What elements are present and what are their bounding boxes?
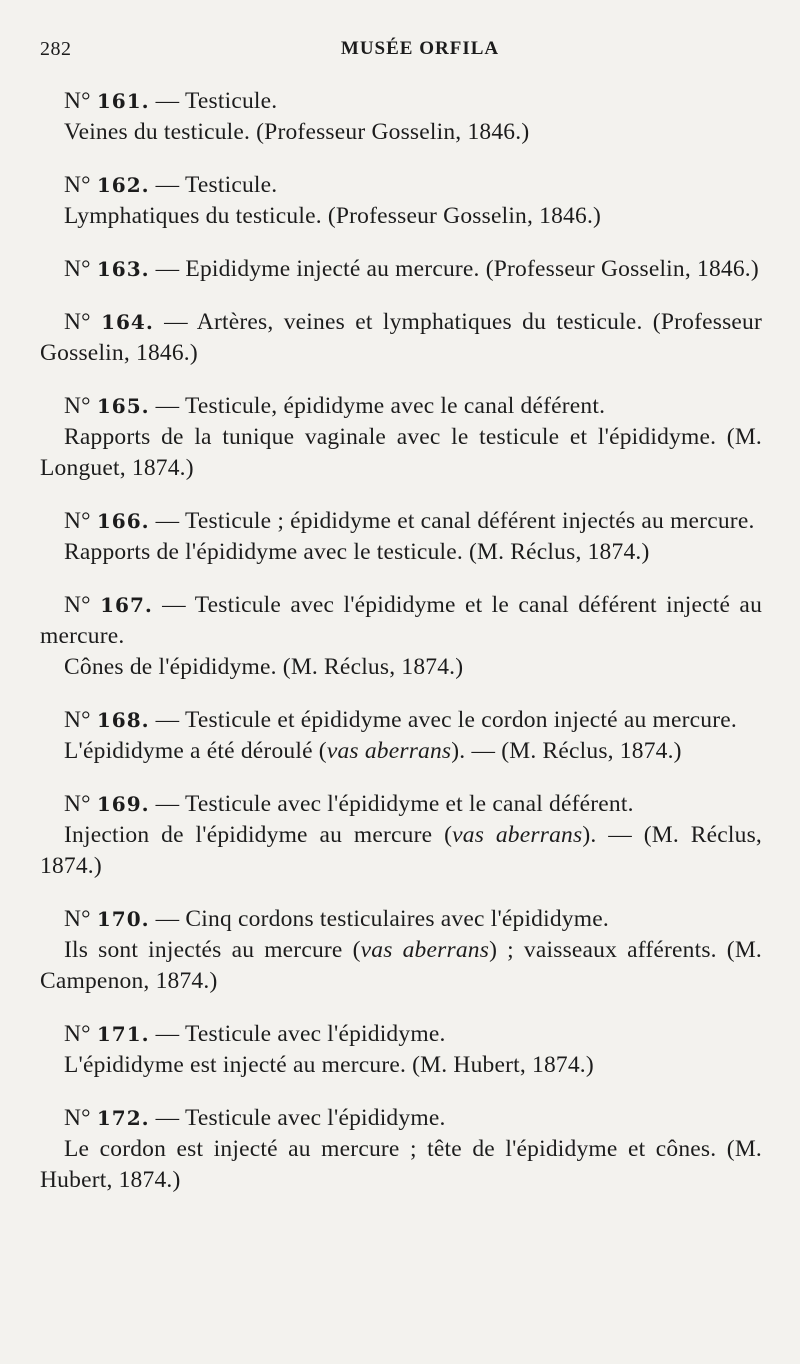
catalog-entry: [40, 1019, 762, 1081]
entry-heading: [40, 170, 762, 201]
description-text: ). — (M. Réclus, 1874.): [40, 822, 762, 879]
catalog-entry: [40, 705, 762, 767]
entry-title: — Testicule avec l'épididyme.: [155, 1021, 446, 1047]
entry-no-prefix: N°: [64, 172, 91, 198]
entry-title: — Testicule ; épididyme et canal déférent injectés au mercure.: [155, 508, 755, 534]
entry-no-prefix: N°: [64, 309, 91, 335]
latin-term: vas aberrans: [452, 822, 583, 848]
entry-title: — Epididyme injecté au mercure. (Professeur Gosselin, 1846.): [155, 256, 759, 282]
entry-number: 168.: [96, 708, 150, 732]
latin-term: vas aberrans: [360, 937, 490, 963]
entry-description: Lymphatiques du testicule. (Professeur Gosselin, 1846.): [64, 203, 602, 229]
catalog-entry: [40, 590, 762, 683]
entry-no-prefix: N°: [64, 393, 91, 419]
description-text: Ils sont injectés au mercure (: [64, 937, 361, 963]
entry-title: — Testicule avec l'épididyme et le canal déférent injecté au mercure.: [40, 592, 763, 649]
page-header: [40, 38, 760, 68]
catalog-entry: [40, 391, 762, 484]
entry-heading: [40, 391, 762, 422]
catalog-entries: [40, 86, 762, 1218]
entry-title: — Testicule avec l'épididyme et le canal déférent.: [155, 791, 634, 817]
entry-number: 166.: [96, 509, 150, 533]
catalog-entry: [40, 1103, 762, 1196]
catalog-entry: [40, 86, 762, 148]
catalog-entry: [40, 904, 762, 997]
entry-no-prefix: N°: [64, 592, 91, 618]
entry-no-prefix: N°: [64, 1021, 91, 1047]
entry-no-prefix: N°: [64, 88, 91, 114]
entry-description: Rapports de la tunique vaginale avec le testicule et l'épididyme. (M. Longuet, 1874.): [40, 424, 762, 481]
catalog-entry: [40, 789, 762, 882]
entry-number: 162.: [96, 173, 150, 197]
entry-heading: [40, 1103, 762, 1134]
entry-title: — Testicule.: [155, 172, 278, 198]
entry-title: — Testicule et épididyme avec le cordon injecté au mercure.: [155, 707, 737, 733]
entry-title: — Testicule avec l'épididyme.: [155, 1105, 446, 1131]
latin-term: vas aberrans: [326, 738, 452, 764]
entry-description: Le cordon est injecté au mercure ; tête de l'épididyme et cônes. (M. Hubert, 1874.): [40, 1136, 762, 1193]
catalog-entry: [40, 307, 762, 369]
catalog-entry: [40, 254, 762, 285]
entry-number: 169.: [96, 792, 150, 816]
entry-heading: [40, 307, 762, 369]
running-title: MUSÉE ORFILA: [340, 38, 500, 59]
entry-description: L'épididyme est injecté au mercure. (M. Hubert, 1874.): [64, 1052, 594, 1078]
entry-no-prefix: N°: [64, 707, 91, 733]
entry-description: [40, 820, 762, 882]
entry-heading: [40, 1019, 762, 1050]
entry-number: 172.: [96, 1106, 150, 1130]
entry-number: 167.: [100, 593, 153, 617]
description-text: L'épididyme a été déroulé (: [64, 738, 327, 764]
entry-no-prefix: N°: [64, 791, 91, 817]
description-text: ) ; vaisseaux afférents. (M. Campenon, 1874.): [40, 937, 762, 994]
entry-heading: [40, 506, 762, 537]
entry-no-prefix: N°: [64, 1105, 91, 1131]
entry-description: [40, 935, 762, 997]
entry-heading: [40, 904, 762, 935]
entry-no-prefix: N°: [64, 256, 91, 282]
page-number: 282: [40, 38, 72, 60]
entry-title: — Testicule.: [155, 88, 278, 114]
entry-no-prefix: N°: [64, 508, 91, 534]
entry-heading: [40, 705, 762, 736]
entry-number: 170.: [96, 907, 150, 931]
entry-heading: [40, 254, 762, 285]
entry-heading: [40, 590, 762, 652]
catalog-entry: [40, 170, 762, 232]
entry-description: [40, 736, 762, 767]
entry-description: Veines du testicule. (Professeur Gosselin, 1846.): [64, 119, 530, 145]
entry-number: 165.: [96, 394, 150, 418]
entry-description: Cônes de l'épididyme. (M. Réclus, 1874.): [64, 654, 464, 680]
entry-number: 164.: [101, 310, 154, 334]
entry-no-prefix: N°: [64, 906, 91, 932]
entry-heading: [40, 789, 762, 820]
catalog-entry: [40, 506, 762, 568]
entry-heading: [40, 86, 762, 117]
entry-description: Rapports de l'épididyme avec le testicule. (M. Réclus, 1874.): [64, 539, 650, 565]
entry-number: 163.: [96, 257, 150, 281]
entry-title: — Testicule, épididyme avec le canal déférent.: [155, 393, 606, 419]
entry-title: — Artères, veines et lymphatiques du testicule. (Professeur Gosselin, 1846.): [40, 309, 763, 366]
description-text: Injection de l'épididyme au mercure (: [64, 822, 453, 848]
entry-number: 161.: [96, 89, 150, 113]
entry-title: — Cinq cordons testiculaires avec l'épididyme.: [155, 906, 609, 932]
description-text: ). — (M. Réclus, 1874.): [451, 738, 682, 764]
entry-number: 171.: [96, 1022, 150, 1046]
